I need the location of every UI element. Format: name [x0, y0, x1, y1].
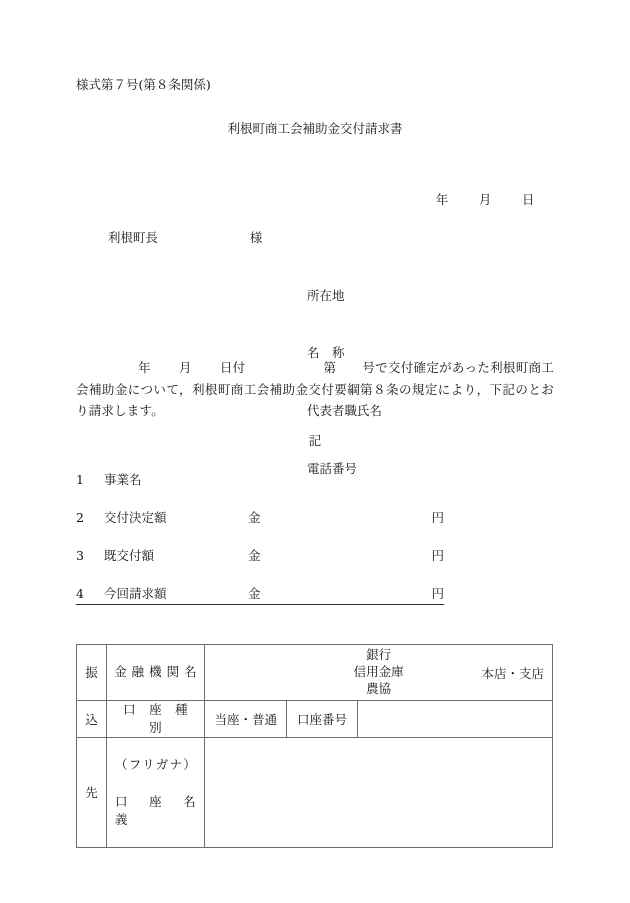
- applicant-address-label: 所在地: [307, 287, 345, 303]
- body-paragraph: [76, 357, 554, 422]
- form-number: 様式第７号(第８条関係): [76, 77, 211, 92]
- account-holder-name-label: 口 座 名 義: [115, 793, 210, 827]
- addressee-honorific: 様: [249, 229, 263, 245]
- side-label-komi: 込: [77, 701, 107, 738]
- item-yen: 円: [431, 510, 444, 525]
- table-row: [77, 701, 553, 738]
- bank-type-shinkin[interactable]: 信用金庫: [353, 664, 404, 680]
- bank-type-bank[interactable]: 銀行: [366, 647, 392, 663]
- bank-transfer-table: [76, 644, 553, 848]
- paragraph-text: 号で交付確定があった利根町商工会補助金について，利根町商工会補助金交付要綱第８条の規定により，下記のとおり請求します。: [76, 360, 554, 418]
- account-holder-label: [107, 738, 210, 848]
- item-kin: 金: [248, 548, 261, 563]
- item-kin: 金: [248, 510, 261, 525]
- addressee-line: [92, 210, 262, 266]
- ki-marker: 記: [308, 433, 322, 448]
- side-label-furi: 振: [77, 645, 107, 701]
- item-label: 今回請求額: [104, 586, 167, 601]
- date-year-label: 年: [435, 191, 449, 207]
- item-total-underline: [76, 604, 444, 605]
- account-holder-field[interactable]: [205, 738, 553, 848]
- document-title: 利根町商工会補助金交付請求書: [227, 121, 403, 136]
- item-number: 4: [76, 586, 84, 601]
- item-kin: 金: [248, 586, 261, 601]
- paragraph-day: 日付: [219, 360, 246, 375]
- item-yen: 円: [431, 586, 444, 601]
- item-label: 事業名: [104, 472, 142, 487]
- item-label: 交付決定額: [104, 510, 167, 525]
- applicant-representative-label: 代表者職氏名: [307, 403, 383, 418]
- institution-name-cell[interactable]: [205, 645, 553, 701]
- item-number: 1: [76, 472, 84, 487]
- date-day-label: 日: [521, 191, 535, 207]
- paragraph-number-prefix: 第: [323, 360, 337, 375]
- table-row: [77, 738, 553, 848]
- bank-type-nokyo[interactable]: 農協: [366, 680, 392, 696]
- account-type-options[interactable]: 当座・普通: [205, 701, 287, 738]
- item-row: [76, 547, 444, 570]
- branch-type-options[interactable]: 本店・支店: [481, 665, 544, 681]
- institution-name-label: 金 融 機 関 名: [107, 645, 205, 701]
- date-month-label: 月: [478, 191, 492, 207]
- account-type-label: 口 座 種 別: [107, 701, 205, 738]
- applicant-phone-label: 電話番号: [307, 460, 358, 476]
- side-label-saki: 先: [77, 738, 107, 848]
- table-row: [77, 645, 553, 701]
- account-number-field[interactable]: [357, 701, 552, 738]
- paragraph-month: 月: [178, 360, 192, 375]
- addressee-name: 利根町長: [107, 229, 158, 245]
- item-number: 3: [76, 548, 84, 563]
- account-holder-kana-label: （フリガナ）: [115, 757, 197, 773]
- applicant-organization-label: 名 称: [307, 345, 345, 361]
- item-yen: 円: [431, 548, 444, 563]
- item-row: [76, 509, 444, 532]
- item-label: 既交付額: [104, 548, 155, 563]
- account-number-label: 口座番号: [287, 701, 357, 738]
- item-row: [76, 471, 444, 494]
- paragraph-year: 年: [138, 360, 151, 375]
- date-line: [418, 172, 535, 228]
- item-number: 2: [76, 510, 84, 525]
